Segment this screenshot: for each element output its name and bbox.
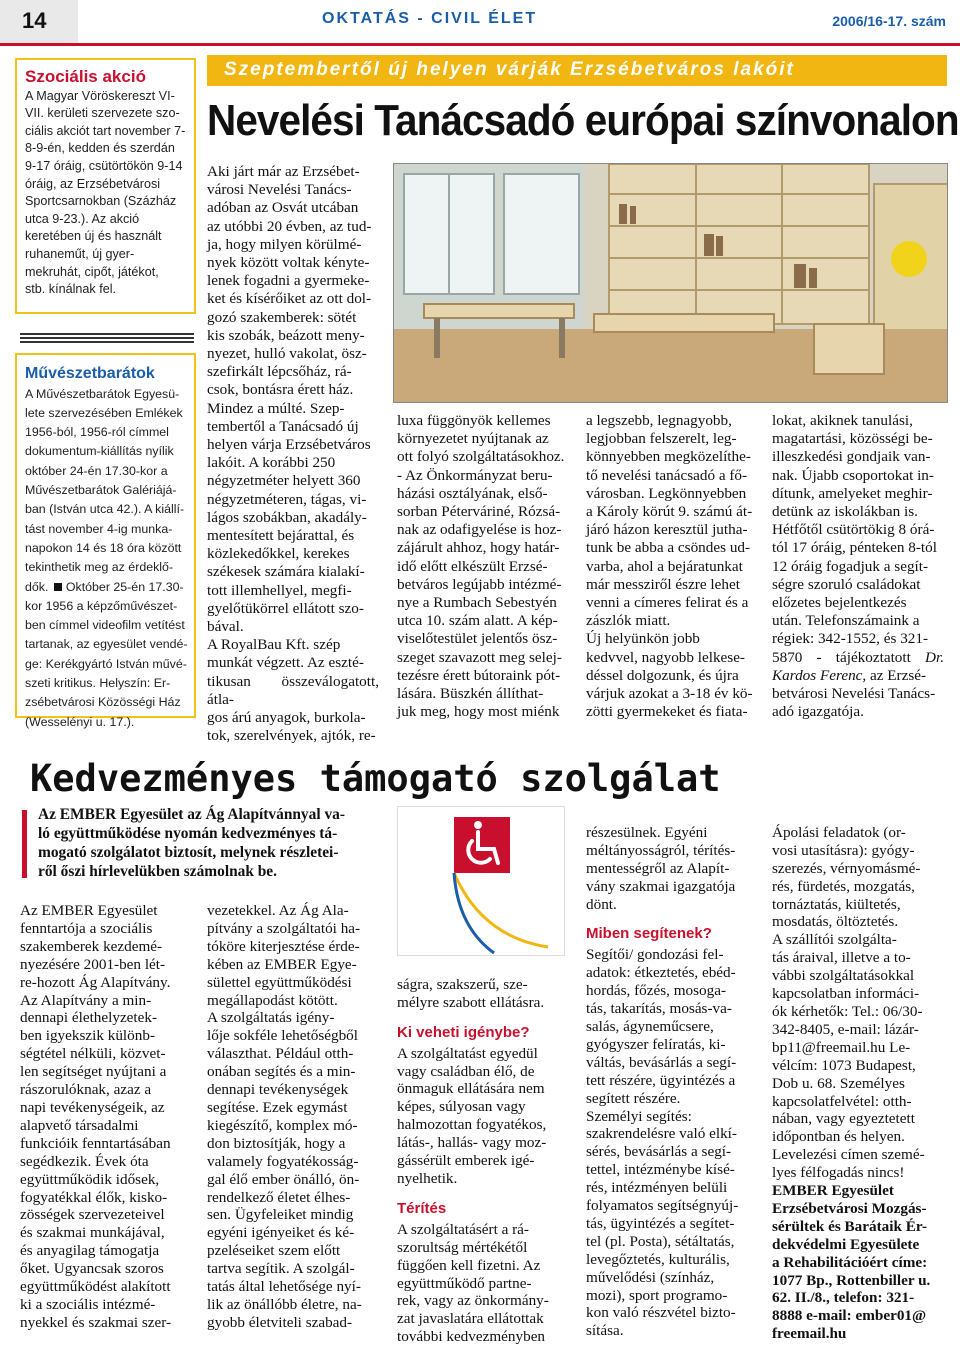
square-bullet-icon <box>54 583 62 591</box>
article2-column-3-text-a: ságra, szakszerű, sze- mélyre szabott ellátásra. <box>397 975 545 1011</box>
sidebar-box-title: Művészetbarátok <box>25 365 155 382</box>
article2-column-3-text-b: A szolgáltatást egyedül vagy családban élő, de önmaguk ellátására nem képes, súlyosan vagy halmozottan fogyatékos, látás-, hallás- vagy moz- gássérült emberek igé- nyelhetik. <box>397 1044 547 1187</box>
article2-column-3 <box>397 958 570 1346</box>
office-room-photo <box>393 163 948 403</box>
section-title: OKTATÁS - CIVIL ÉLET <box>322 10 538 27</box>
page-number: 14 <box>0 0 78 46</box>
sidebar-box-title: Szociális akció <box>25 67 146 86</box>
article2-column-4-text-a: részesülnek. Egyéni méltányosságról, térítés- mentességről az Alapít- vány szakmai igazgatója dönt. <box>586 823 736 913</box>
article2-lead: Az EMBER Egyesület az Ág Alapítvánnyal va- ló együttműködése nyomán kedvezményes tá- mogató szolgálatot biztosít, melynek részletei- ről őszi hírlevelükben számolnak be. <box>38 806 345 880</box>
article-column-1: Aki járt már az Erzsébet- városi Nevelési Tanács- adóban az Osvát utcában az utóbbi 20 évben, az tud- ja, hogy milyen körülmé- nyek között voltak kényte- lenek fogadni a gyermeke- ket és kísérőiket az ott dol- gozó szakemberek: sötét kis szobák, beázott meny- nyezet, hulló vakolat, ösz- szefirkált lépcsőház, rá- csok, bontásra érett ház. Mindez a múlté. Szep- tembertől a Tanácsadó új helyen várja Erzsébetváros lakóit. A korábbi 250 négyzetméter helyett 360 négyzetméteren, tágas, vi- lágos szobákban, akadály- mentesített bejárattal, és közlekedőkkel, kerekes székesek számára kialakí- tott illemhellyel, megfi- gyelőtükörrel ellátott szo- bával. A RoyalBau Kft. szép munkát végzett. Az eszté- tikusan összeválogatott, átla- gos árú anyagok, burkola- tok, szerelvények, ajtók, re- <box>207 163 379 745</box>
article2-column-2: vezetekkel. Az Ág Ala- pítvány a szolgáltatói ha- tóköre kiterjesztése érde- kében az EMBER Egye- sülettel együttműködési megállapodást kötött. A szolgáltatás igény- lője sokféle lehetőségből választhat. Például otth- onában segítés és a min- dennapi tevékenységek segítése. Ezek egymást kiegészítő, komplex mó- don biztosítják, hogy a valamely fogyatékosság- gal élő ember önálló, ön- rendelkező életet élhes- sen. Ügyfeleiket mindig egyéni igényeiket és ké- pzeléseiket szem előtt tartva segítik. A szolgál- tatás által lehetősége nyí- lik az önállóbb életre, na- gyobb életviteli szabad- <box>207 902 362 1331</box>
sidebar-box-social-action <box>15 58 196 314</box>
article-column-2: luxa függönyök kellemes környezetet nyújtanak az ott folyó szolgáltatásokhoz. - Az Önkormányzat beru- házási osztályának, első- sorban Péterváriné, Rózsá- nak az odafigyelése is hoz- zájárult ahhoz, hogy határ- idő előtt elkészült Erzsé- betváros legújabb intézmé- nye a Rumbach Sebestyén utca 10. szám alatt. A kép- viselőtestület jelentős ösz- szeget szavazott meg selej- tezésre érett bútoraink pót- lására. Büszkén állíthat- juk meg, hogy most miénk <box>397 412 565 721</box>
article2-column-5-text-a: Ápolási feladatok (or- vosi utasításra): gyógy- szerezés, vérnyomásmé- rés, fürdetés, mozgatás, tornáztatás, kiültetés, mosdatás, öltöztetés. A szállítói szolgálta- tás áraival, illetve a to- vábbi szolgáltatásokkal kapcsolatban informáci- ók kérhetők: Tel.: 06/30- 342-8405, e-mail: lázár- bp11@freemail.hu Le- vélcím: 1073 Budapest, Dob u. 68. Személyes kapcsolatfelvétel: otth- nában, vagy egyeztetett időpontban és helyen. Levelezési címen szemé- lyes félfogadás nincs! <box>772 823 925 1182</box>
article-column-4 <box>772 412 944 721</box>
wheelchair-icon <box>397 806 565 956</box>
lead-accent-bar <box>22 810 27 878</box>
sidebar-box-text <box>25 385 194 732</box>
article-column-4-text-b: az Erzsé- betvárosi Nevelési Tanács- adó igazgatója. <box>772 666 936 721</box>
article2-column-5 <box>772 806 944 1361</box>
article-column-3: a legszebb, legnagyobb, legjobban felszerelt, leg- könnyebben megközelíthe- tő nevelési tanácsadó a fő- városban. Legkönnyebben a Károly körút 9. számú át- járó házon keresztül jutha- tunk be abba a csöndes ud- varba, ahol a bejáratunkat már messziről észre lehet venni a címeres felirat és a zászlók miatt. Új helyünkön jobb kedvvel, nagyobb lelkese- déssel dolgozunk, és újra várjuk azokat a 3-18 év kö- zötti gyermekeket és fiata- <box>586 412 753 721</box>
sidebar-box-text: A Magyar Vöröskereszt VI- VII. kerületi szervezete szo- ciális akciót tart november 7- 8-9-én, kedden és szerdán 9-17 óráig, csütörtökön 9-14 óráig, az Erzsébetvárosi Sportcsarnokban (Százház utca 9-23.). Az akció keretében új és használt ruhaneműt, új gyer- mekruhát, cipőt, játékot, stb. kínálnak fel. <box>25 88 186 297</box>
subheading-fee: Térítés <box>397 1199 447 1217</box>
organisation-contact: EMBER Egyesület Erzsébetvárosi Mozgás- sérültek és Barátaik Ér- dekvédelmi Egyesülete a Rehabilitációért címe: 1077 Bp., Rottenbiller u. 62. II./8., telefon: 321- 8888 e-mail: ember01@ freemail.hu <box>772 1182 931 1343</box>
sidebar-box-text-a: A Művészetbarátok Egyesü- lete szervezésében Emlékek 1956-ból, 1956-ról címmel dokumentum-kiállítás nyílik október 24-én 17.30-kor a Művészetbarátok Galériájá- ban (István utca 42.). A kiállí- tást november 4-ig munka- napokon 14 és 18 óra között tekinthetik meg az érdeklő- dők. <box>25 386 185 594</box>
article-column-4-text-a: lokat, akiknek tanulási, magatartási, közösségi be- illeszkedési gondjaik van- nak. Újabb csoportokat in- dítunk, amelyeket meghir- detünk az iskolákban is. Hétfőtől csütörtökig 8 órá- tól 17 óráig, pénteken 8-tól 12 óráig fogadjuk a segít- ségre szoruló családokat előzetes bejelentkezés után. Telefonszámaink a régiek: 342-1552, és 321- 5870 - tájékoztatott <box>772 412 937 666</box>
article-headline: Nevelési Tanácsadó európai színvonalon <box>207 96 959 145</box>
article2-column-3-text-c: A szolgáltatásért a rá- szorultság mértékétől függően kell fizetni. Az együttműködő partne- rek, vagy az önkormány- zat javaslatára ellátottak további kedvezményben <box>397 1220 549 1346</box>
article2-column-4 <box>586 806 757 1340</box>
subheading-who-can-use: Ki veheti igénybe? <box>397 1023 530 1041</box>
article2-column-1: Az EMBER Egyesület fenntartója a szociális szakemberek kezdemé- nyezésére 2001-ben lét- re-hozott Ág Alapítvány. Az Alapítvány a min- dennapi élethelyzetek- ben igyekszik különb- ségtétel nélküli, közvet- len segítséget nyújtani a rászorulóknak, azaz a napi tevékenységeik, az alapvető társadalmi funkcióik fenntartásában segédkezik. Évek óta együttműködik idősek, fogyatékkal élők, kisko- zösségek szervezeteivel és szakmai munkájával, és anyagilag támogatja őket. Ugyancsak szoros együttműködést alakított ki a szociális intézmé- nyekkel és szakmai szer- <box>20 902 172 1331</box>
article2-column-4-text-b: Segítői/ gondozási fel- adatok: étkeztetés, ebéd- hordás, főzés, mosoga- tás, takarítás, mosás-va- salás, ágyneműcsere, gyógyszer felíratás, ki- váltás, bevásárlás a segí- tett részére, ügyintézés a segített részére. Személyi segítés: szakrendelésre való elkí- sérés, bevásárlás a segí- tettel, intézménybe kísé- rés, intézményen belüli folyamatos segítségnyúj- tás, ügyintézés a segítet- tel (pl. Posta), sétáltatás, levegőztetés, kulturális, művelődési (színház, mozi), sport programo- kon való részvétel bizto- sítása. <box>586 946 739 1340</box>
article2-headline: Kedvezményes támogató szolgálat <box>30 757 721 800</box>
article-author: Dr. Kardos Ferenc, <box>772 648 945 684</box>
article-kicker: Szeptembertől új helyen várják Erzsébetváros lakóit <box>224 59 795 80</box>
sidebar-box-text-b: Október 25-én 17.30- kor 1956 a képzőművészet- ben címmel videofilm vetítést tartanak, az egyesület vendé- ge: Kerékgyártó István művé- szeti kritikus. Helyszín: Er- zsébetvárosi Közösségi Ház (Wesselényi u. 17.). <box>25 579 188 729</box>
sidebar-box-art-friends <box>15 353 196 729</box>
subheading-how-we-help: Miben segítenek? <box>586 925 712 943</box>
sidebar-divider <box>20 333 194 345</box>
issue-number: 2006/16-17. szám <box>832 13 946 29</box>
